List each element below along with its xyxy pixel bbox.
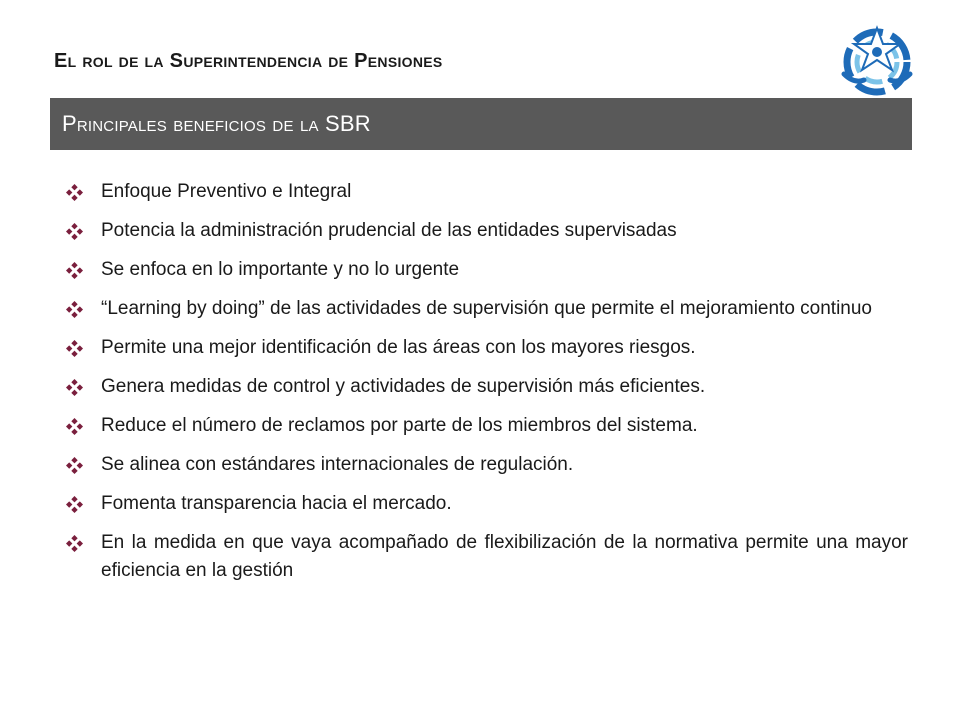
section-header-bar: [50, 98, 912, 150]
benefit-text: Permite una mejor identificación de las áreas con los mayores riesgos.: [101, 337, 696, 358]
diamond-quad-bullet-icon: [66, 262, 83, 279]
list-item: [66, 217, 908, 245]
list-item: [66, 529, 908, 585]
benefit-text: Se alinea con estándares internacionales de regulación.: [101, 454, 574, 475]
benefit-text: Se enfoca en lo importante y no lo urgente: [101, 259, 460, 280]
hands-star-logo: [836, 22, 918, 100]
list-item: [66, 451, 908, 479]
benefit-text: Fomenta transparencia hacia el mercado.: [101, 493, 452, 514]
benefit-text: Potencia la administración prudencial de las entidades supervisadas: [101, 220, 677, 241]
slide-title: El rol de la Superintendencia de Pensiones: [54, 50, 443, 72]
diamond-quad-bullet-icon: [66, 223, 83, 240]
diamond-quad-bullet-icon: [66, 535, 83, 552]
list-item: [66, 256, 908, 284]
diamond-quad-bullet-icon: [66, 496, 83, 513]
diamond-quad-bullet-icon: [66, 418, 83, 435]
diamond-quad-bullet-icon: [66, 340, 83, 357]
list-item: [66, 412, 908, 440]
diamond-quad-bullet-icon: [66, 379, 83, 396]
list-item: [66, 373, 908, 401]
section-title: Principales beneficios de la SBR: [62, 111, 371, 136]
list-item: [66, 178, 908, 206]
benefit-text: En la medida en que vaya acompañado de flexibilización de la normativa permite una mayor eficiencia en la gestión: [101, 532, 908, 581]
benefit-text: Enfoque Preventivo e Integral: [101, 181, 352, 202]
diamond-quad-bullet-icon: [66, 301, 83, 318]
benefits-list: [66, 178, 908, 596]
benefit-text: “Learning by doing” de las actividades de supervisión que permite el mejoramiento continuo: [101, 298, 873, 319]
diamond-quad-bullet-icon: [66, 457, 83, 474]
benefit-text: Genera medidas de control y actividades de supervisión más eficientes.: [101, 376, 706, 397]
list-item: [66, 295, 908, 323]
benefit-text: Reduce el número de reclamos por parte de los miembros del sistema.: [101, 415, 698, 436]
list-item: [66, 490, 908, 518]
list-item: [66, 334, 908, 362]
diamond-quad-bullet-icon: [66, 184, 83, 201]
